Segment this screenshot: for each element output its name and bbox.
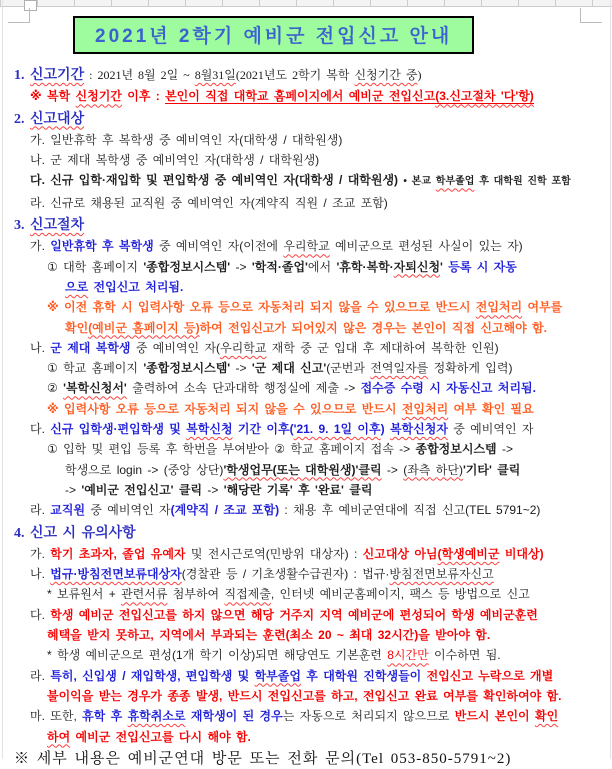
text-segment: 전입신고 누락으로 개별 <box>426 668 554 683</box>
text-segment: -> <box>496 442 513 457</box>
text-segment: 가. 일반휴학 후 복학생 중 예비역인 자(대학생 / 대학원생) <box>30 132 343 147</box>
text-segment: 학생 예비군 전입신고를 하지 않으면 해당 거주지 지역 예비군에 편성되어 학생 예비군훈련 <box>50 607 538 622</box>
text-segment: 교직원 <box>50 503 86 518</box>
text-segment: ) <box>380 422 390 437</box>
text-segment: '휴학·복학· <box>336 259 394 274</box>
text-segment: (학생예비군 <box>437 546 500 561</box>
line-target-ra <box>0 193 612 213</box>
line-procedure-da-step1-cont2 <box>0 480 612 500</box>
text-segment: 학부졸업 <box>435 176 475 188</box>
text-segment: 신청기간 중 <box>354 68 418 82</box>
text-segment: ① 대학 홈페이지 <box>47 259 144 274</box>
text-segment: * 학생 예비군으로 편성(1개 학기 이상)되면 해당연도 기본훈련 <box>47 648 388 663</box>
text-segment: 예비군 전입신고를 다시 해야 함. <box>70 729 251 744</box>
text-segment: 나. 군 제대 복학생 중 예비역인 자(대학생 / 대학원생) <box>30 153 320 168</box>
text-segment: (계약직 / 조교 포함) <box>170 503 280 518</box>
line-caution-ra-cont <box>0 686 612 706</box>
text-segment: 중 예비역인 자 <box>85 503 171 518</box>
text-segment: 법규·방침전면보류대상자 <box>50 567 182 582</box>
text-segment: '21. 9. 1일 이후 <box>293 422 381 437</box>
text-segment: : 채용 후 예비군연대에 직접 신고(TEL 5791~2) <box>279 503 541 518</box>
line-procedure-da-step1-cont1 <box>0 460 612 480</box>
text-segment: -> <box>230 361 252 376</box>
text-segment: 1. <box>14 68 30 83</box>
text-segment: -> <box>65 482 82 497</box>
text-segment: 및 전시근로역(민방위 대상자) : <box>185 546 363 561</box>
text-segment: 신규 입학생·편입학생 및 <box>50 422 187 437</box>
text-segment: 등록 시 자동 <box>442 259 517 274</box>
text-segment: 자퇴신청 <box>393 259 441 274</box>
text-segment: 8시간만 <box>387 648 429 663</box>
text-segment: 불이익을 받는 경우가 종종 발생, 반드시 전입신고를 하고, 전입신고 완료 여부를 확인하여야 함. <box>47 688 562 703</box>
text-segment: 학생으로 login -> (중앙 상단) <box>65 462 224 477</box>
text-segment: 다. <box>30 607 51 622</box>
text-segment: '군 제대 신고' <box>251 361 327 376</box>
line-caution-ma <box>0 706 612 726</box>
text-segment: '종합정보시스템' <box>143 259 231 274</box>
text-segment: '학생업무(또는 대학원생)'클릭 <box>223 462 382 477</box>
text-segment: 접수증 수령 시 자동신고 처리됨. <box>360 381 536 396</box>
text-segment: (경찰관 등 / 기초생활수급권자) : 법규· <box>181 567 390 582</box>
text-segment: 라. <box>30 668 51 683</box>
text-segment: 첨부하여 <box>167 587 225 602</box>
text-segment: 재학 중 군 입대 후 제대하여 복학한 인원) <box>266 340 499 355</box>
text-segment: 4. 신고 시 유의사항 <box>14 525 136 541</box>
text-segment: 는 자동으로 처리되지 않으므로 <box>282 709 455 724</box>
text-segment: 다. 신규 입학·재입학 및 편입학생 중 예비역인 자(대학생 / 대학원생) <box>30 173 404 188</box>
text-segment: 출력하여 소속 단과대학 행정실에 제출 -> <box>126 381 361 396</box>
line-note-after-period <box>0 86 612 106</box>
text-segment: -> <box>202 482 224 497</box>
line-procedure-da-step1 <box>0 439 612 459</box>
line-caution-da-cont <box>0 625 612 645</box>
text-segment: 하여 전입신고가 되어있지 않은 경우는 본인이 직접 신고해야 함. <box>199 320 547 335</box>
line-target-na <box>0 150 612 170</box>
section-heading-cautions <box>0 523 612 544</box>
text-segment: 관련서류 <box>121 587 168 602</box>
text-segment: ※ 이전 휴학 시 입력사항 오류 등으로 자동처리 되지 않을 수 있으므로 반드시 <box>47 300 476 315</box>
text-segment: 전입신고 처리됨. <box>88 279 184 294</box>
line-procedure-na-step1 <box>0 358 612 378</box>
text-segment: ※ 입력사항 오류 등으로 자동처리 되지 않을 수 있으므로 반드시 <box>47 401 402 416</box>
text-segment: 혜택을 받지 못하고, 지역에서 부과되는 훈련(최소 20 ~ 최대 32시간)을 받아야 함. <box>47 628 491 643</box>
text-segment: 중 예비역인 자(이전에 <box>153 239 284 254</box>
text-segment: 휴학취소로 <box>127 709 186 724</box>
text-segment: 학기 초과자, 졸업 유예자 <box>50 546 186 561</box>
text-segment: 본인이 직접 대학교 홈페이지에서 예비군 전입신고 <box>165 89 436 104</box>
line-procedure-ga-warning <box>0 297 612 317</box>
text-segment: 후 대학원 진학생들이 <box>300 668 427 683</box>
line-target-da <box>0 170 612 192</box>
text-segment: 확인 <box>534 709 559 724</box>
text-segment: 3. <box>14 218 30 234</box>
text-segment: ' <box>440 259 443 274</box>
text-segment: (예비군 홈페이지 등) <box>88 320 200 335</box>
text-segment: ① 학교 홈페이지 <box>47 361 144 376</box>
line-procedure-ga-step1 <box>0 257 612 277</box>
text-segment: '학적·졸업' <box>251 259 308 274</box>
text-segment: (좌측 하단) <box>403 462 463 477</box>
text-segment: 복학신청 <box>186 422 233 437</box>
line-caution-na-sub <box>0 584 612 604</box>
text-segment: 기간 이후( <box>232 422 294 437</box>
text-segment: 이후 : <box>121 89 166 104</box>
text-segment: '종합정보시스템' <box>143 361 231 376</box>
text-segment: 학부졸업 <box>254 668 301 683</box>
line-procedure-ra <box>0 500 612 520</box>
text-segment: 종합정보시스템 <box>415 442 497 457</box>
document-title: 2021년 2학기 예비군 전입신고 안내 <box>73 16 474 54</box>
text-segment: ② <box>47 381 64 396</box>
line-procedure-ga-step1-cont <box>0 277 612 297</box>
text-segment: 전입처리 <box>401 401 449 416</box>
line-procedure-na-step2 <box>0 378 612 398</box>
text-segment: * 보류원서 + <box>47 587 122 602</box>
line-caution-ra <box>0 666 612 686</box>
text-segment: -> <box>381 462 404 477</box>
text-segment: 여부를 <box>522 300 563 315</box>
text-segment: 복학신청자 <box>389 422 448 437</box>
text-segment: (2021년도 2학기 복학 <box>235 68 355 82</box>
text-segment: 후 대학원 진학 포함 <box>474 176 571 188</box>
line-caution-ga <box>0 544 612 564</box>
text-segment: 예비군으로 편성된 사실이 있는 자) <box>329 239 523 254</box>
text-segment: 여부 확인 필요 <box>448 401 534 416</box>
line-procedure-na-warning <box>0 399 612 419</box>
text-segment: 중 예비역인 자( <box>130 340 221 355</box>
line-procedure-na <box>0 338 612 358</box>
text-segment: 신고대상 아님 <box>362 546 438 561</box>
text-segment: 직접제출 <box>224 587 271 602</box>
text-segment: 라. 신규로 채용된 교직원 중 예비역인 자(계약직 직원 / 조교 포함) <box>30 195 388 210</box>
text-segment: 하여 <box>47 729 71 744</box>
line-procedure-da <box>0 419 612 439</box>
text-segment: 군 제대 복학생 <box>50 340 131 355</box>
text-segment: 확인 <box>65 320 89 335</box>
text-segment: -> <box>230 259 252 274</box>
text-segment: 정확하게 입력) <box>428 361 513 376</box>
line-caution-da <box>0 605 612 625</box>
line-procedure-ga <box>0 236 612 256</box>
text-segment: '복학신청서' <box>63 381 127 396</box>
section-heading-procedure <box>0 215 612 236</box>
text-segment: (군번과 <box>326 361 371 376</box>
text-segment: 라. <box>30 503 51 518</box>
text-segment: 재학생이 된 경우 <box>185 709 283 724</box>
text-segment: '예비군 전입신고' 클릭 <box>81 482 203 497</box>
text-segment: • 본교 <box>403 176 436 188</box>
text-segment: 8월31일 <box>194 68 236 82</box>
text-segment: 마. 또한, <box>30 709 83 724</box>
text-segment: 가. <box>30 239 51 254</box>
text-segment: , 인터넷 예비군홈페이지, 팩스 등 방법으로 신고 <box>270 587 530 602</box>
text-segment: 신고대상 <box>30 111 85 127</box>
text-segment: 신고절차 <box>30 218 85 234</box>
text-segment: 가. <box>30 546 51 561</box>
text-segment: 전역일자를 <box>370 361 429 376</box>
text-segment: 나. <box>30 567 51 582</box>
line-caution-na <box>0 564 612 584</box>
text-segment: 으로 <box>65 279 89 294</box>
text-segment: 2. <box>14 111 30 127</box>
text-segment: 특히, 신입생 / 재입학생, 편입학생 및 <box>50 668 255 683</box>
text-segment: ※ 복학 <box>30 89 76 104</box>
text-segment: 일반휴학 후 복학생 <box>50 239 154 254</box>
line-caution-ma-cont <box>0 727 612 747</box>
text-segment: 에서 <box>307 259 337 274</box>
line-target-ga <box>0 130 612 150</box>
text-segment: 반드시 본인이 <box>454 709 535 724</box>
text-segment: 중 예비역인 자 <box>447 422 534 437</box>
text-segment: 나. <box>30 340 51 355</box>
text-segment: 우리학교 <box>283 239 330 254</box>
text-segment: '기타' 클릭 <box>462 462 521 477</box>
text-segment: ① 입학 및 편입 등록 후 학번을 부여받아 ② 학교 홈페이지 접속 -> <box>47 442 416 457</box>
line-caution-da-sub <box>0 645 612 665</box>
text-segment: : 2021년 8월 2일 ~ <box>84 68 195 82</box>
text-segment: ) <box>417 68 422 82</box>
text-segment: 방침전면보류자신고 <box>389 567 494 582</box>
text-segment: 다. <box>30 422 51 437</box>
text-segment: ※ 세부 내용은 예비군연대 방문 또는 전화 문의(Tel 053-850-5791~2) <box>14 750 512 767</box>
text-segment: 이수하면 됨. <box>428 648 501 663</box>
line-procedure-ga-warning-cont <box>0 318 612 338</box>
text-segment: 신청기간 <box>75 89 122 104</box>
section-heading-report-target <box>0 109 612 130</box>
text-segment: 신고기간 <box>30 68 85 83</box>
section-heading-report-period <box>0 65 612 86</box>
text-segment: 우리학교 <box>220 340 267 355</box>
text-segment: 비대상) <box>499 546 544 561</box>
text-segment: 휴학 후 <box>82 709 128 724</box>
text-segment: '해당란 기록' 후 '완료' 클릭 <box>223 482 373 497</box>
text-segment: 전입처리 <box>475 300 523 315</box>
text-segment: (3.신고절차 '다'항) <box>435 89 534 104</box>
